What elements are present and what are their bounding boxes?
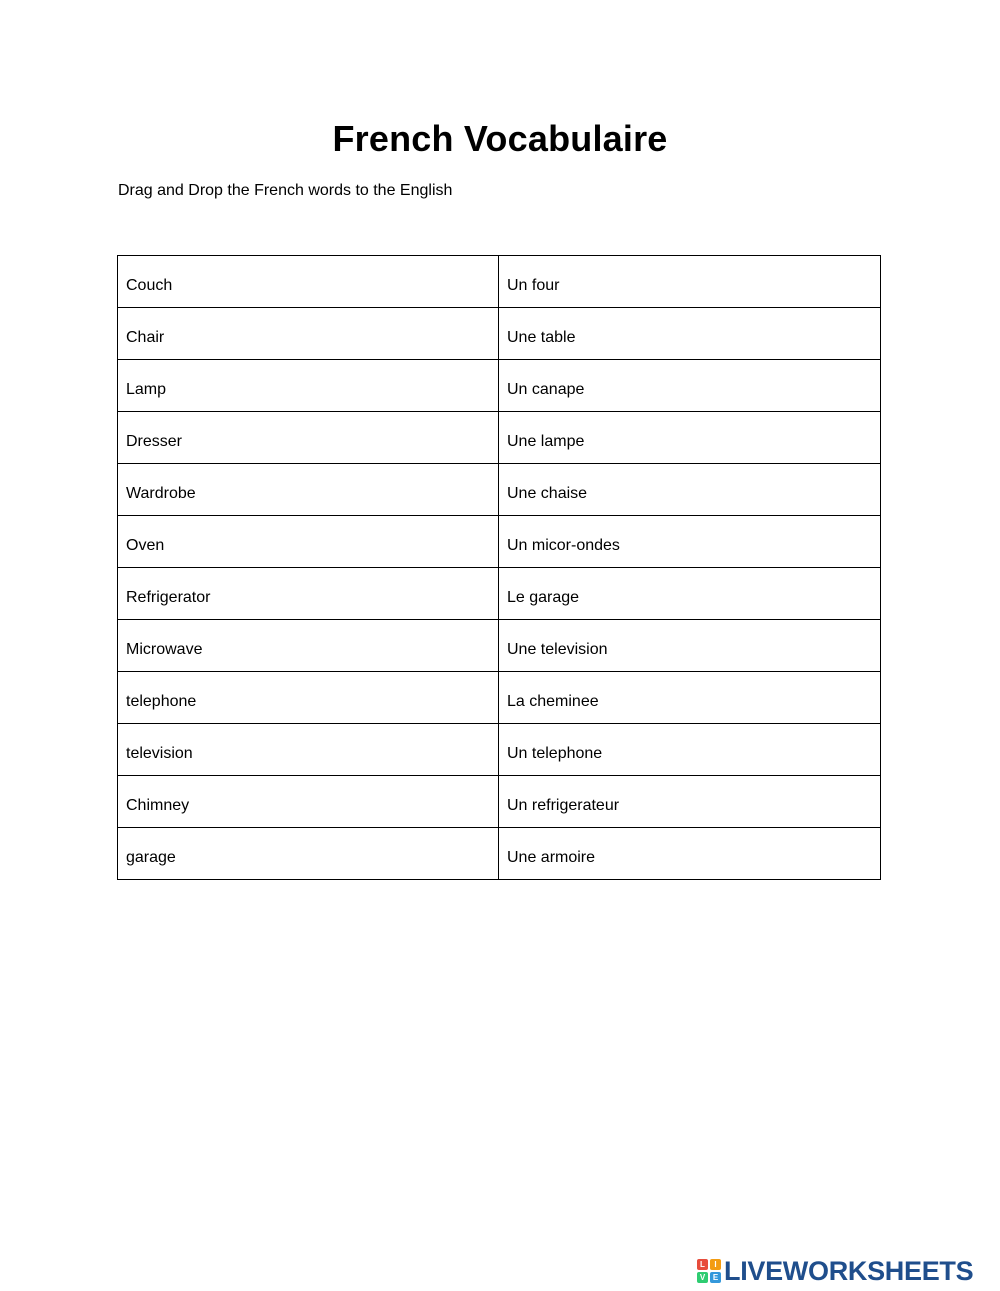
french-word[interactable]: Un four xyxy=(507,276,560,294)
english-word: Dresser xyxy=(126,432,183,450)
english-word: Chair xyxy=(126,328,165,346)
table-row xyxy=(118,464,881,516)
english-word: telephone xyxy=(126,692,197,710)
english-word-cell[interactable] xyxy=(118,672,499,724)
english-word-cell[interactable] xyxy=(118,464,499,516)
english-word-cell[interactable] xyxy=(118,308,499,360)
french-word[interactable]: Une lampe xyxy=(507,432,585,450)
french-word[interactable]: Une chaise xyxy=(507,484,588,502)
french-word[interactable]: La cheminee xyxy=(507,692,599,710)
french-word[interactable]: Un canape xyxy=(507,380,585,398)
french-word[interactable]: Un micor-ondes xyxy=(507,536,620,554)
french-word-cell[interactable] xyxy=(499,620,881,672)
english-word: Oven xyxy=(126,536,165,554)
french-word[interactable]: Un refrigerateur xyxy=(507,796,620,814)
french-word-cell[interactable] xyxy=(499,568,881,620)
french-word-cell[interactable] xyxy=(499,828,881,880)
page-title: French Vocabulaire xyxy=(332,118,668,159)
table-row xyxy=(118,776,881,828)
logo-mark-tile: I xyxy=(710,1259,721,1270)
french-word[interactable]: Le garage xyxy=(507,588,580,606)
liveworksheets-logo xyxy=(697,1256,973,1286)
french-word-cell[interactable] xyxy=(499,464,881,516)
table-row xyxy=(118,828,881,880)
instructions-text: Drag and Drop the French words to the English xyxy=(118,182,453,199)
english-word-cell[interactable] xyxy=(118,776,499,828)
table-row xyxy=(118,568,881,620)
table-row xyxy=(118,672,881,724)
english-word-cell[interactable] xyxy=(118,620,499,672)
english-word: Wardrobe xyxy=(126,484,196,502)
table-row xyxy=(118,724,881,776)
english-word-cell[interactable] xyxy=(118,412,499,464)
english-word: Microwave xyxy=(126,640,203,658)
english-word: Chimney xyxy=(126,796,190,814)
english-word-cell[interactable] xyxy=(118,568,499,620)
english-word: Refrigerator xyxy=(126,588,211,606)
french-word[interactable]: Une table xyxy=(507,328,576,346)
table-row xyxy=(118,360,881,412)
english-word-cell[interactable] xyxy=(118,256,499,308)
french-word-cell[interactable] xyxy=(499,516,881,568)
table-row xyxy=(118,308,881,360)
french-word[interactable]: Un telephone xyxy=(507,744,603,762)
english-word-cell[interactable] xyxy=(118,516,499,568)
french-word-cell[interactable] xyxy=(499,256,881,308)
english-word-cell[interactable] xyxy=(118,724,499,776)
english-word: Couch xyxy=(126,276,173,294)
logo-mark-tile: V xyxy=(697,1272,708,1283)
french-word[interactable]: Une television xyxy=(507,640,608,658)
french-word-cell[interactable] xyxy=(499,672,881,724)
logo-text: LIVEWORKSHEETS xyxy=(724,1255,974,1286)
vocabulary-table xyxy=(117,255,881,880)
french-word-cell[interactable] xyxy=(499,360,881,412)
english-word-cell[interactable] xyxy=(118,828,499,880)
logo-mark-icon xyxy=(697,1259,721,1283)
english-word: Lamp xyxy=(126,380,167,398)
french-word-cell[interactable] xyxy=(499,412,881,464)
table-row xyxy=(118,516,881,568)
french-word-cell[interactable] xyxy=(499,724,881,776)
english-word: garage xyxy=(126,848,176,866)
logo-mark-tile: E xyxy=(710,1272,721,1283)
english-word: television xyxy=(126,744,193,762)
table-row xyxy=(118,256,881,308)
logo-mark-tile: L xyxy=(697,1259,708,1270)
french-word-cell[interactable] xyxy=(499,308,881,360)
french-word-cell[interactable] xyxy=(499,776,881,828)
table-row xyxy=(118,620,881,672)
french-word[interactable]: Une armoire xyxy=(507,848,596,866)
english-word-cell[interactable] xyxy=(118,360,499,412)
table-row xyxy=(118,412,881,464)
